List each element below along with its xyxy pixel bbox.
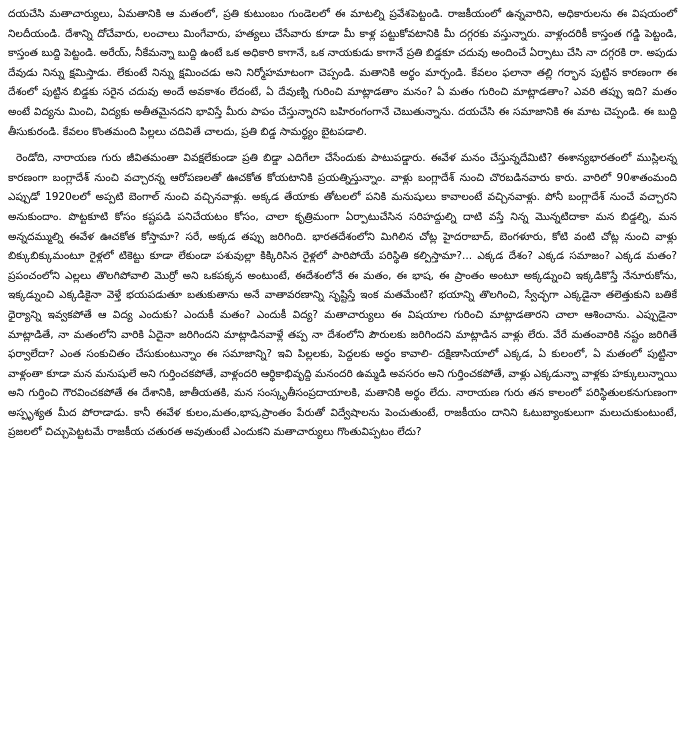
paragraph-1: దయచేసి మతాచార్యులు, ఏమతానికి ఆ మతంలో, ప్రతి కుటుంబం గుండెలలో ఈ మాటల్ని ప్రవేశపెట్టండి. రాజకీయంలో ఉన్నవారిని, అధికారులను ఈ విషయంలో నిలదీయండి. దేశాన్ని దోచేవారు, లంచాలు మింగేవారు, హత్యలు చేసేవారు కూడా మీ కాళ్ల పట్టుకోవటానికి మీ దగ్గరకు వస్తున్నారు. వాళ్లందరికీ కాస్తంత గడ్డి పెట్టండి, కాస్తంత బుద్ది పెట్టండి. అరేయ్, నీకేమన్నా బుద్ది ఉంటే ఒక అధికారి కాగానే, ఒక నాయకుడు కాగానే ప్రతి బిడ్డకూ చదువు అందించే ఏర్పాటు చేసి నా దగ్గరకి రా. అపుడు దేవుడు నిన్ను క్షమిస్తాడు. లేకుంటే నిన్ను క్షమించడు అని నిర్మోహమాటంగా చెప్పండి. మతానికి అర్థం మార్చండి. కేవలం ఫలానా తల్లి గర్భాన పుట్టిన కారణంగా ఈ దేశంలో పుట్టిన బిడ్డకు సరైన చదువు అందే అవకాశం లేదంటే, ఏ దేవుణ్ని గురించి మాట్లాడతాం మనం? ఏ మతం గురించి మాట్లాడతాం? ఎవరి తప్పు ఇది? మతం అంటే విద్యను మించి, విద్యకు అతీతమైనదని భావిస్తే మీరు పాపం చేస్తున్నారని బహిరంగంగానే చెబుతున్నాను. దయచేసి ఈ సమాజానికి ఈ మాట చెప్పండి. ఈ బుద్ది తీసుకురండి. కేవలం కొంతమంది పిల్లలు చదివితే చాలదు, ప్రతి బిడ్డ సామర్థ్యం బైటపడాలి. bbox=[8, 8, 677, 138]
paragraph-2: రెండోది, నారాయణ గురు జీవితమంతా వివక్షలేకుండా ప్రతి బిడ్డా ఎదిగేలా చేసేందుకు పాటుపడ్డారు. ఈవేళ మనం చేస్తున్నదేమిటి? ఈశాన్యభారతంలో ముస్లిలన్న కారణంగా బంగ్లాదేశ్ నుంచి వచ్చారన్న ఆరోపణలతో ఊచకోత కోయటానికి ప్రయత్నిస్తున్నాం. వాళ్లు బంగ్లాదేశ్ నుంచి చొరబడినవారు కారు. వారిలో 90శాతంమంది ఎప్పుడో 1920లలో అప్పటి బెంగాల్ నుంచి వచ్చినవాళ్లు. అక్కడ తేయాకు తోటలలో పనికి మనుషులు కావాలంటే వచ్చినవాళ్లు. పోనీ బంగ్లాదేశ్ నుంచే వచ్చారని అనుకుందాం. పొట్టకూటి కోసం కష్టపడి పనిచేయటం కోసం, చాలా కృత్రిమంగా ఏర్పాటుచేసిన సరిహద్దుల్ని దాటి వస్తే నిన్న మొన్నటిదాకా మన బిడ్డల్ని, మన అన్నదమ్ముల్ని ఈవేళ ఊచకోత కోస్తామా? సరే, అక్కడ తప్పు జరిగింది. భారతదేశంలోని మిగిలిన చోట్ల హైదరాబాద్, బెంగళూరు, కోటి వంటి చోట్ల నుంచి వాళ్లు బిక్కుబిక్కుమంటూ రైళ్లలో టికెట్టు కూడా లేకుండా పశువుల్లా కిక్కిరిసిన రైళ్లలో పారిపోయే పరిస్థితి కల్పిస్తామా?... ఎక్కడ దేశం? ఎక్కడ సమాజం? ఎక్కడ మతం? ప్రపంచంలోని ఎల్లలు తొలగిపోవాలి మొర్రో అని ఒకపక్కన అంటుంటే, ఈదేశంలోనే ఈ మతం, ఈ భాష, ఈ ప్రాంతం అంటూ అక్కడ్నుంచి ఇక్కడికొస్తే నేనూరుకోను, ఇక్కడ్నుంచి ఎక్కడికైనా వెళ్తే భయపడుతూ బతుకుతాను అనే వాతావరణాన్ని సృష్టిస్తే ఇంక మతమేంటి? భయాన్ని తొలగించి, స్వేచ్ఛగా ఎక్కడైనా తలెత్తుకుని బతికే ధైర్యాన్ని ఇవ్వకపోతే ఆ విద్య ఎందుకు? ఎందుకీ మతం? ఎందుకీ విద్య? మతాచార్యులు ఈ విషయాల గురించి మాట్లాడతారని చాలా ఆశించాను. ఎప్పుడైనా మాట్లాడితే, నా మతంలోని వారికి ఏదైనా జరిగిందని మాట్లాడినవాళ్లే తప్ప నా దేశంలోని పౌరులకు జరిగిందని మాట్లాడిన వాళ్లు లేరు. వేరే మతంవారికి నష్టం జరిగితే ఫర్వాలేదా? ఎంత సంకుచితం చేసుకుంటున్నాం ఈ సమాజాన్ని? ఇవి పిల్లలకు, పెద్దలకు అర్థం కావాలి- దక్షిణాసియాలో ఎక్కడ, ఏ కులంలో, ఏ మతంలో పుట్టినా వాళ్లంతా కూడా మన మనుషులే అని గుర్తించకపోతే, వాళ్లందరి ఆర్థికాభివృద్ది మనందరి ఉమ్మడి అవసరం అని గుర్తించకపోతే, వాళ్లు ఎక్కడున్నా వాళ్లకు హక్కులున్నాయి అని గుర్తించి గౌరవించకపోతే ఈ దేశానికి, జాతీయతకి, మన సంస్కృతీసంప్రదాయాలకి, మతానికి అర్థం లేదు. నారాయణ గురు తన కాలంలో పరిస్థితులకనుగుణంగా అస్పృశ్యత మీద పోరాడాడు. కానీ ఈవేళ కులం,మతం,భాష,ప్రాంతం పేరుతో విద్వేషాలను పెంచుతుంటే, రాజకీయం దానిని ఓటుబ్యాంకులుగా మలుచుకుంటుంటే, ప్రజలలో చిచ్చుపెట్టటమే రాజకీయ చతురత అవుతుంటే ఎందుకని మతాచార్యులు గొంతువిప్పటం లేదు? bbox=[8, 152, 677, 439]
